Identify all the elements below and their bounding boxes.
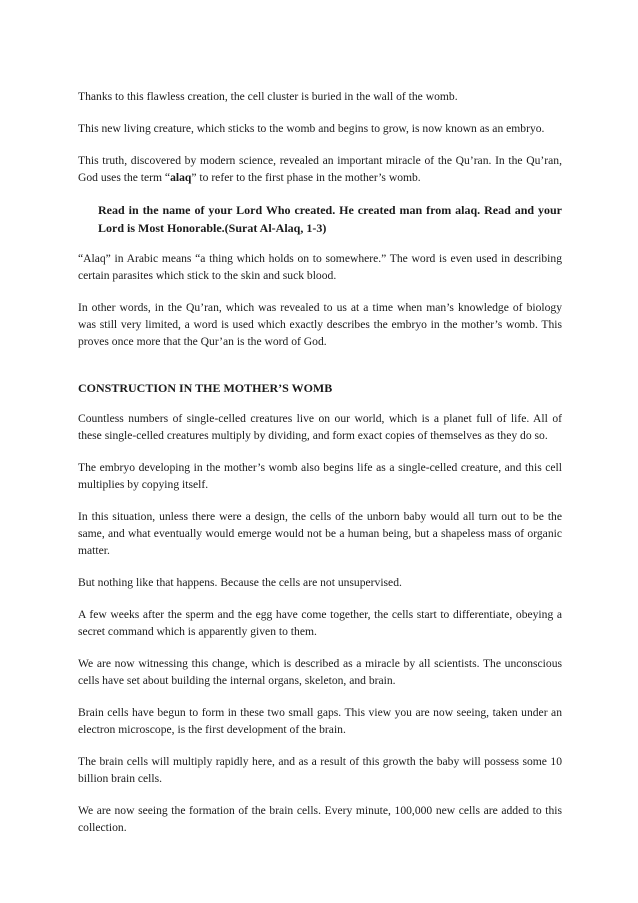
paragraph: We are now witnessing this change, which is described as a miracle by all scientists. The unconscious cells have set about building the internal organs, skeleton, and brain. bbox=[78, 657, 562, 687]
paragraph: “Alaq” in Arabic means “a thing which holds on to somewhere.” The word is even used in describing certain parasites which stick to the skin and suck blood. bbox=[78, 252, 562, 282]
alaq-term: alaq bbox=[170, 171, 192, 184]
paragraph bbox=[78, 152, 562, 186]
paragraph: But nothing like that happens. Because the cells are not unsupervised. bbox=[78, 576, 402, 589]
paragraph: We are now seeing the formation of the brain cells. Every minute, 100,000 new cells are added to this collection. bbox=[78, 804, 562, 834]
document-page bbox=[78, 88, 562, 851]
paragraph-text: This truth, discovered by modern science, revealed an important miracle of the Qu’ran. In the Qu’ran, God uses the term “ bbox=[78, 154, 562, 184]
quran-quote: Read in the name of your Lord Who created. He created man from alaq. Read and your Lord is Most Honorable.(Surat Al-Alaq, 1-3) bbox=[98, 203, 562, 235]
paragraph-text: ” to refer to the first phase in the mother’s womb. bbox=[191, 171, 421, 184]
paragraph: In other words, in the Qu’ran, which was revealed to us at a time when man’s knowledge of biology was still very limited, a word is used which exactly describes the embryo in the mother’s womb. This proves once more that the Qur’an is the word of God. bbox=[78, 301, 562, 348]
paragraph: Countless numbers of single-celled creatures live on our world, which is a planet full of life. All of these single-celled creatures multiply by dividing, and form exact copies of themselves as they do so. bbox=[78, 412, 562, 442]
paragraph: The brain cells will multiply rapidly here, and as a result of this growth the baby will possess some 10 billion brain cells. bbox=[78, 755, 562, 785]
paragraph: Brain cells have begun to form in these two small gaps. This view you are now seeing, taken under an electron microscope, is the first development of the brain. bbox=[78, 706, 562, 736]
paragraph: In this situation, unless there were a design, the cells of the unborn baby would all turn out to be the same, and what eventually would emerge would not be a human being, but a shapeless mass of organic matter. bbox=[78, 510, 562, 557]
paragraph: A few weeks after the sperm and the egg have come together, the cells start to differentiate, obeying a secret command which is apparently given to them. bbox=[78, 608, 562, 638]
section-heading: CONSTRUCTION IN THE MOTHER’S WOMB bbox=[78, 381, 333, 395]
paragraph: Thanks to this flawless creation, the cell cluster is buried in the wall of the womb. bbox=[78, 90, 458, 103]
paragraph: This new living creature, which sticks to the womb and begins to grow, is now known as an embryo. bbox=[78, 122, 545, 135]
paragraph: The embryo developing in the mother’s womb also begins life as a single-celled creature, and this cell multiplies by copying itself. bbox=[78, 461, 562, 491]
